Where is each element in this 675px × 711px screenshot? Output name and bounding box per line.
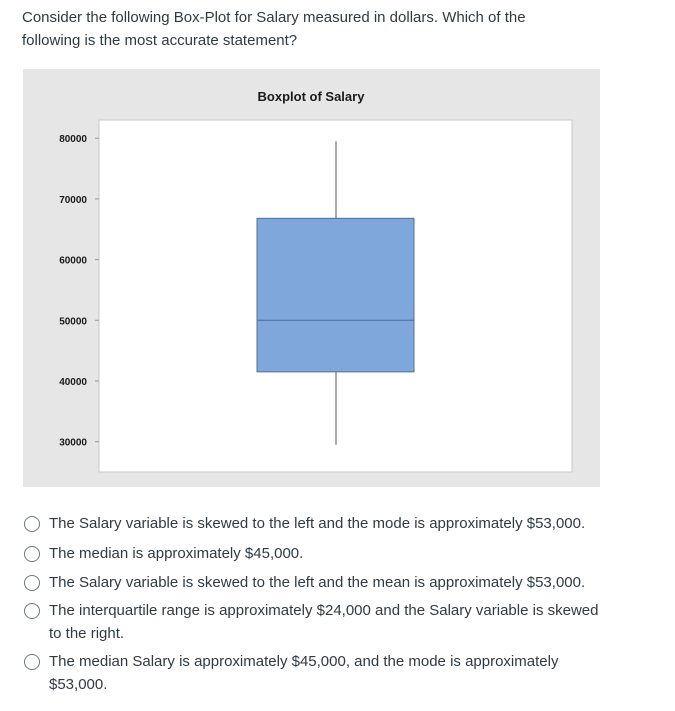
answer-option-label: The Salary variable is skewed to the left and the mode is approximately $53,000. bbox=[49, 515, 586, 532]
answer-option-3[interactable] bbox=[24, 571, 654, 594]
answer-option-4[interactable] bbox=[24, 599, 654, 645]
boxplot-chart bbox=[23, 69, 600, 487]
radio-button-3[interactable] bbox=[24, 575, 40, 591]
answer-option-label: The median Salary is approximately $45,000, and the mode is approximately $53,000. bbox=[49, 653, 559, 693]
answer-option-label: The Salary variable is skewed to the left and the mean is approximately $53,000. bbox=[49, 574, 586, 591]
y-tick-label: 60000 bbox=[59, 255, 87, 267]
answer-option-5[interactable] bbox=[24, 650, 654, 696]
y-tick-label: 40000 bbox=[59, 376, 87, 388]
chart-svg bbox=[23, 69, 600, 487]
answer-option-2[interactable] bbox=[24, 542, 654, 565]
answer-option-label: The median is approximately $45,000. bbox=[49, 545, 304, 562]
question-text: Consider the following Box-Plot for Salary measured in dollars. Which of the following is the most accurate statement? bbox=[22, 9, 526, 49]
chart-title: Boxplot of Salary bbox=[257, 89, 365, 104]
answer-option-1[interactable] bbox=[24, 512, 654, 535]
y-tick-label: 70000 bbox=[59, 194, 87, 206]
radio-button-5[interactable] bbox=[24, 654, 40, 670]
answer-option-label: The interquartile range is approximately $24,000 and the Salary variable is skewed to the right. bbox=[49, 602, 599, 642]
y-tick-label: 80000 bbox=[59, 134, 87, 146]
iqr-box bbox=[257, 218, 414, 372]
radio-button-1[interactable] bbox=[24, 516, 40, 532]
y-tick-label: 30000 bbox=[59, 437, 87, 449]
radio-button-4[interactable] bbox=[24, 603, 40, 619]
y-tick-label: 50000 bbox=[59, 316, 87, 328]
radio-button-2[interactable] bbox=[24, 546, 40, 562]
